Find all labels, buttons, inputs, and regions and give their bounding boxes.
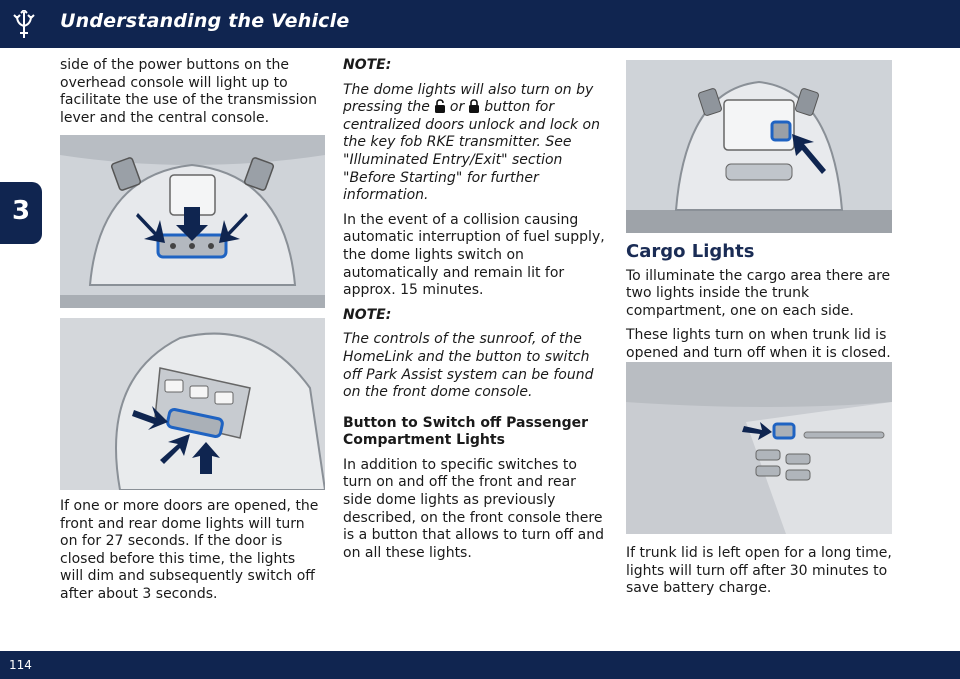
paragraph-switch-off: In addition to specific switches to turn on and off the front and rear side dome lights as previously described, on the front console there is a button that allows to turn off and on all these lights. [343,456,604,561]
paragraph-trunk-open: If trunk lid is left open for a long time, lights will turn off after 30 minutes to save battery charge. [626,545,892,597]
paragraph-power-buttons: side of the power buttons on the overhead console will light up to facilitate the use of the transmission lever and the central console. [60,57,317,126]
column-right-bottom [626,545,894,605]
note-label-2: NOTE: [343,306,392,323]
column-middle [343,57,605,569]
section-title-cargo-lights: Cargo Lights [626,241,755,262]
lock-icon [468,99,480,113]
paragraph-cargo-lights-2: These lights turn on when trunk lid is opened and turn off when it is closed. [626,327,891,361]
chapter-title: Understanding the Vehicle [60,10,350,32]
note-sunroof: The controls of the sunroof, of the HomeLink and the button to switch off Park Assist system can be found on the front dome console. [343,331,594,401]
page-header [0,0,960,48]
figure-overhead-console-front [60,135,325,308]
note-text-or: or [449,99,465,116]
chapter-number: 3 [11,196,31,226]
figure-trunk-buttons [626,362,892,534]
note-text-part2: button for centralized doors unlock and lock on the key fob RKE transmitter. See "Illuminated Entry/Exit" section "Before Starting" for further information. [343,99,600,204]
column-left-bottom [60,498,322,611]
column-right [626,243,894,370]
paragraph-cargo-lights-1: To illuminate the cargo area there are two lights inside the trunk compartment, one on each side. [626,267,891,319]
trident-logo-icon [12,10,36,40]
note-dome-lights [343,82,605,205]
paragraph-doors-opened: If one or more doors are opened, the front and rear dome lights will turn on for 27 seconds. If the door is closed before this time, the lights will dim and subsequently switch off after about 3 seconds. [60,498,319,602]
chapter-tab [0,182,42,244]
unlock-icon [434,99,446,113]
paragraph-collision: In the event of a collision causing automatic interruption of fuel supply, the dome lights switch on automatically and remain lit for approx. 15 minutes. [343,211,605,299]
column-left [60,57,322,134]
figure-dome-console-button [626,60,892,233]
page-footer [0,651,960,679]
page-number: 114 [9,658,32,672]
note-text-part1: The dome lights will also turn on by pressing the [343,81,594,116]
figure-overhead-console-angle [60,318,325,490]
subheading-switch-off: Button to Switch off Passenger Compartment Lights [343,414,589,449]
note-label: NOTE: [343,57,392,73]
